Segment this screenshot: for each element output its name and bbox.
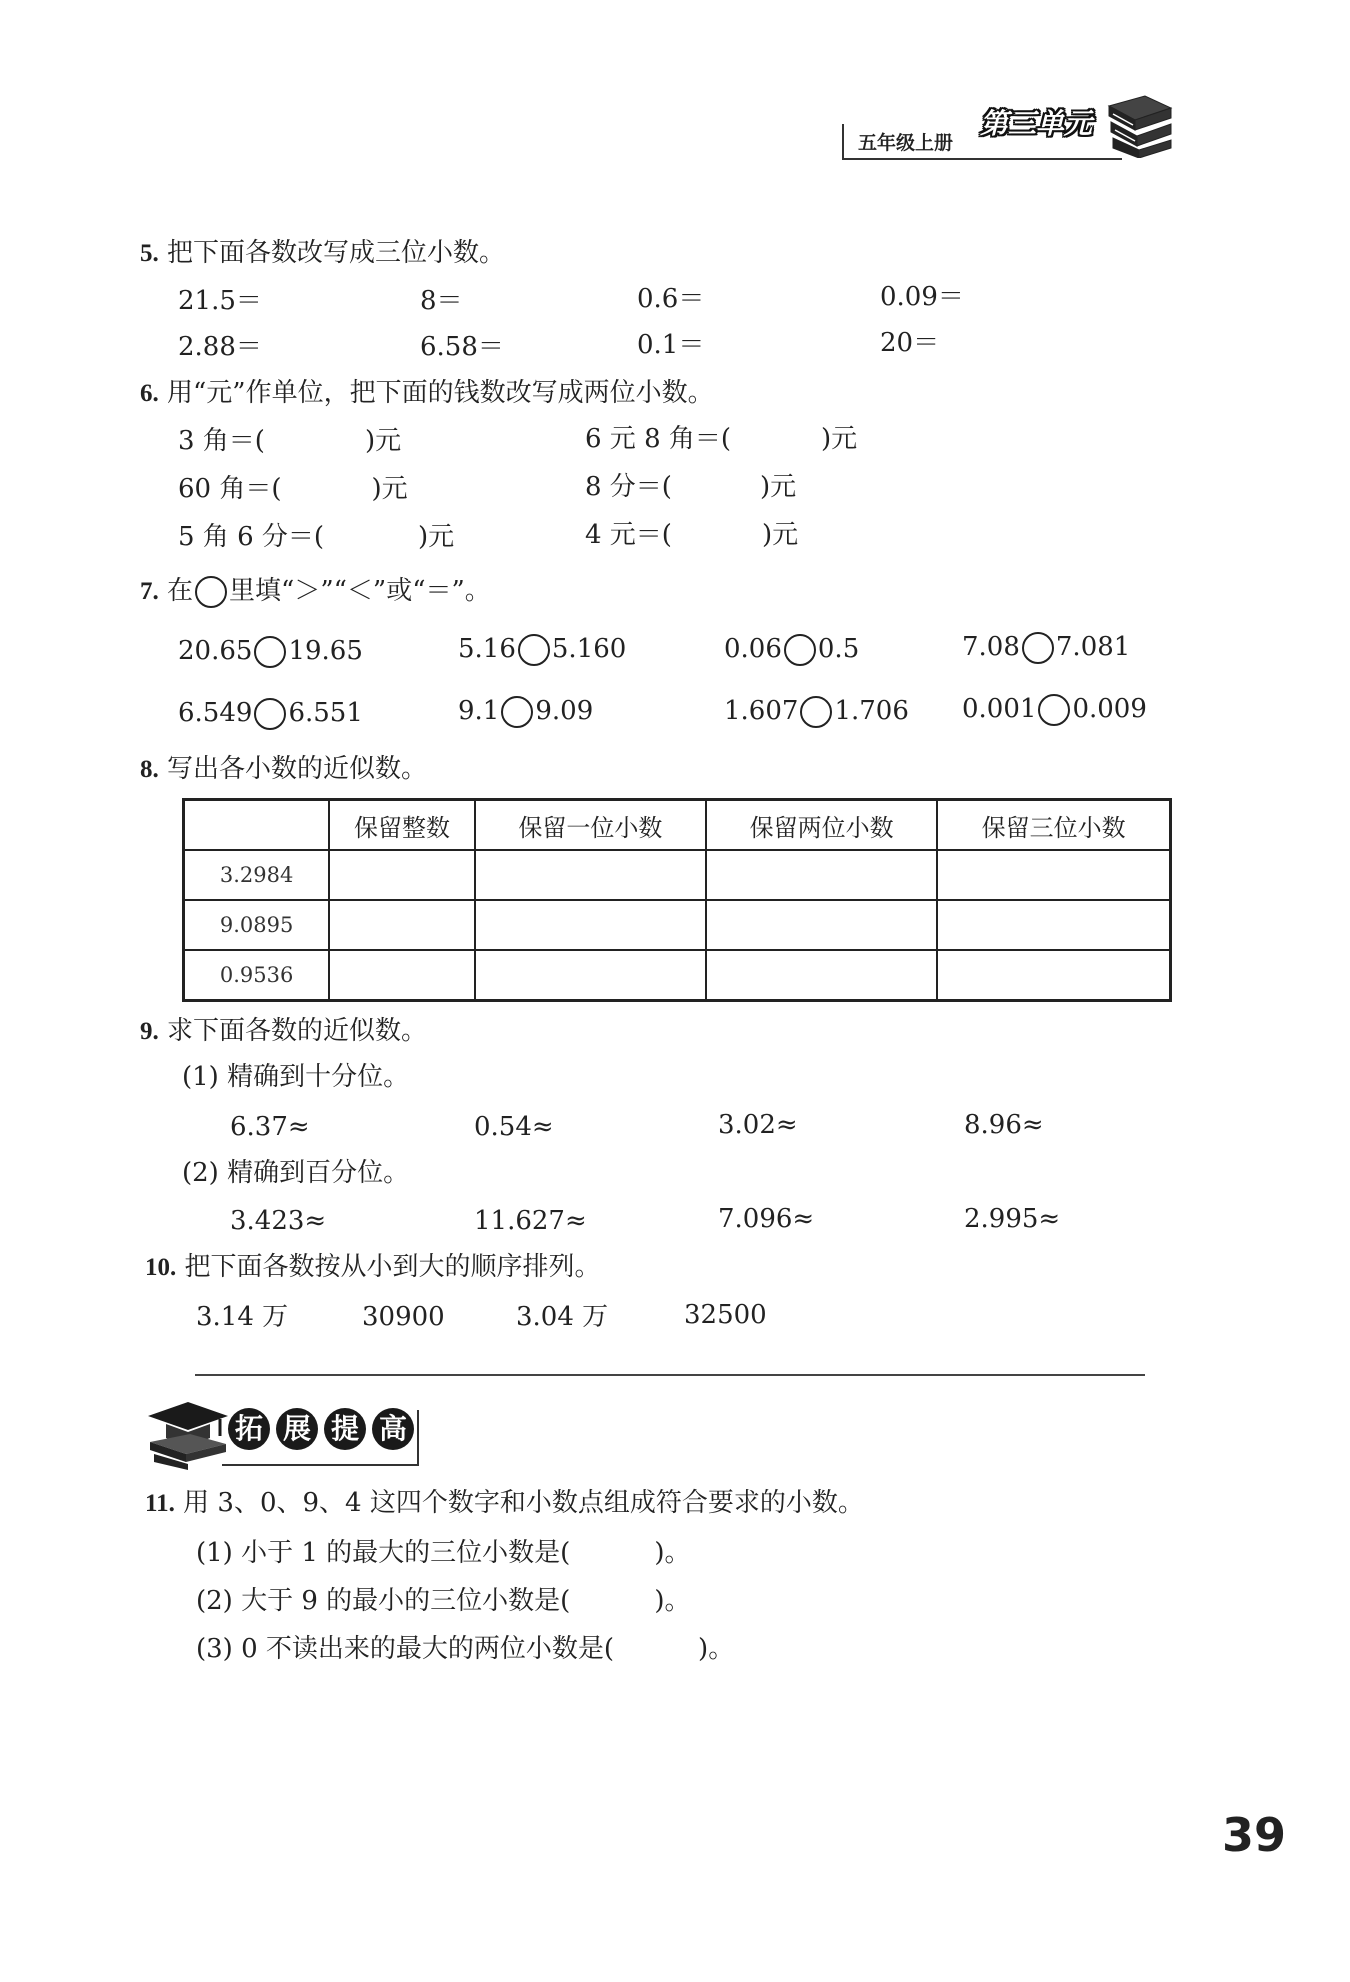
approximation-table bbox=[182, 798, 1172, 1002]
q10-value: 32500 bbox=[684, 1300, 767, 1330]
q7-item: 20.65 19.65 bbox=[178, 636, 363, 666]
answer-cell[interactable] bbox=[329, 900, 475, 950]
compare-circle[interactable] bbox=[254, 698, 286, 730]
table-row-label: 9.0895 bbox=[184, 900, 330, 950]
answer-cell[interactable] bbox=[329, 850, 475, 900]
q8-number: 8. bbox=[140, 756, 159, 783]
graduation-cap-books-icon bbox=[140, 1398, 232, 1470]
answer-cell[interactable] bbox=[937, 900, 1170, 950]
q7-item: 7.08 7.081 bbox=[962, 632, 1131, 662]
answer-cell[interactable] bbox=[937, 950, 1170, 1001]
q9-part1-label: (1) 精确到十分位。 bbox=[182, 1062, 410, 1092]
q9-item: 7.096≈ bbox=[718, 1204, 815, 1234]
answer-cell[interactable] bbox=[475, 850, 706, 900]
q5-item: 8＝ bbox=[420, 286, 463, 316]
section-char: 展 bbox=[276, 1408, 318, 1450]
section-char: 高 bbox=[372, 1408, 414, 1450]
q5-item: 21.5＝ bbox=[178, 286, 262, 316]
table-header-row bbox=[184, 800, 1171, 851]
answer-cell[interactable] bbox=[937, 850, 1170, 900]
q9-item: 6.37≈ bbox=[230, 1112, 310, 1142]
q7-item: 0.001 0.009 bbox=[962, 694, 1147, 724]
table-header-cell: 保留两位小数 bbox=[706, 800, 937, 851]
q9-heading bbox=[140, 1016, 427, 1047]
q10-value: 3.04 万 bbox=[516, 1302, 609, 1332]
compare-circle[interactable] bbox=[518, 634, 550, 666]
q5-number: 5. bbox=[140, 240, 159, 267]
table-row bbox=[184, 850, 1171, 900]
q11-item: (1) 小于 1 的最大的三位小数是( )。 bbox=[196, 1538, 691, 1568]
q5-item: 6.58＝ bbox=[420, 332, 504, 362]
unit-label: 第三单元 bbox=[980, 107, 1093, 140]
q7-item: 6.549 6.551 bbox=[178, 698, 363, 728]
answer-cell[interactable] bbox=[329, 950, 475, 1001]
q7-item: 9.1 9.09 bbox=[458, 696, 594, 726]
q9-item: 3.02≈ bbox=[718, 1110, 798, 1140]
q6-item: 6 元 8 角＝( )元 bbox=[585, 424, 858, 454]
q9-item: 3.423≈ bbox=[230, 1206, 327, 1236]
q10-value: 3.14 万 bbox=[196, 1302, 289, 1332]
q6-item: 60 角＝( )元 bbox=[178, 474, 408, 504]
q7-item: 1.607 1.706 bbox=[724, 696, 909, 726]
q7-item: 5.16 5.160 bbox=[458, 634, 627, 664]
page-number: 39 bbox=[1222, 1808, 1287, 1862]
q9-item: 2.995≈ bbox=[964, 1204, 1061, 1234]
q6-number: 6. bbox=[140, 380, 159, 407]
compare-circle[interactable] bbox=[254, 636, 286, 668]
q5-item: 0.6＝ bbox=[637, 284, 705, 314]
q9-item: 0.54≈ bbox=[474, 1112, 554, 1142]
section-char: 提 bbox=[324, 1408, 366, 1450]
q11-item: (3) 0 不读出来的最大的两位小数是( )。 bbox=[196, 1634, 735, 1664]
q6-item: 4 元＝( )元 bbox=[585, 520, 799, 550]
answer-cell[interactable] bbox=[475, 900, 706, 950]
q9-text: 求下面各数的近似数。 bbox=[167, 1016, 428, 1046]
header-frame-bottom bbox=[842, 158, 1122, 160]
table-row bbox=[184, 900, 1171, 950]
circle-icon bbox=[195, 576, 227, 608]
q7-item: 0.06 0.5 bbox=[724, 634, 860, 664]
answer-cell[interactable] bbox=[706, 850, 937, 900]
q7-number: 7. bbox=[140, 578, 159, 605]
q9-item: 8.96≈ bbox=[964, 1110, 1044, 1140]
q9-item: 11.627≈ bbox=[474, 1206, 587, 1236]
table-row-label: 0.9536 bbox=[184, 950, 330, 1001]
compare-circle[interactable] bbox=[501, 696, 533, 728]
q10-number: 10. bbox=[145, 1254, 177, 1281]
q6-item: 8 分＝( )元 bbox=[585, 472, 797, 502]
q6-heading bbox=[140, 378, 714, 409]
q9-number: 9. bbox=[140, 1018, 159, 1045]
section-title bbox=[228, 1408, 420, 1450]
q6-item: 5 角 6 分＝( )元 bbox=[178, 522, 455, 552]
table-row-label: 3.2984 bbox=[184, 850, 330, 900]
compare-circle[interactable] bbox=[800, 696, 832, 728]
header-frame-left bbox=[842, 124, 844, 160]
q11-text: 用 3、0、9、4 这四个数字和小数点组成符合要求的小数。 bbox=[183, 1488, 864, 1518]
answer-cell[interactable] bbox=[706, 950, 937, 1001]
table-header-cell: 保留三位小数 bbox=[937, 800, 1170, 851]
q5-item: 0.09＝ bbox=[880, 282, 964, 312]
answer-cell[interactable] bbox=[706, 900, 937, 950]
section-char: 拓 bbox=[228, 1408, 270, 1450]
q11-heading bbox=[145, 1488, 864, 1519]
q6-item: 3 角＝( )元 bbox=[178, 426, 402, 456]
answer-cell[interactable] bbox=[475, 950, 706, 1001]
compare-circle[interactable] bbox=[784, 634, 816, 666]
q8-text: 写出各小数的近似数。 bbox=[167, 754, 428, 784]
table-row bbox=[184, 950, 1171, 1001]
q10-heading bbox=[145, 1252, 601, 1283]
q5-heading bbox=[140, 238, 505, 269]
table-header-cell: 保留一位小数 bbox=[475, 800, 706, 851]
grade-label: 五年级上册 bbox=[858, 132, 954, 154]
q5-item: 20＝ bbox=[880, 328, 940, 358]
section-divider bbox=[195, 1374, 1145, 1376]
q5-item: 2.88＝ bbox=[178, 332, 262, 362]
q6-text: 用“元”作单位，把下面的钱数改写成两位小数。 bbox=[167, 378, 714, 408]
q5-item: 0.1＝ bbox=[637, 330, 705, 360]
table-header-cell: 保留整数 bbox=[329, 800, 475, 851]
q11-number: 11. bbox=[145, 1490, 175, 1517]
q7-heading: 7. 在 里填“＞”“＜”或“＝”。 bbox=[140, 576, 491, 606]
q10-value: 30900 bbox=[362, 1302, 445, 1332]
compare-circle[interactable] bbox=[1022, 632, 1054, 664]
compare-circle[interactable] bbox=[1038, 694, 1070, 726]
q11-item: (2) 大于 9 的最小的三位小数是( )。 bbox=[196, 1586, 691, 1616]
q9-part2-label: (2) 精确到百分位。 bbox=[182, 1158, 410, 1188]
q8-heading bbox=[140, 754, 427, 785]
books-stack-icon bbox=[1105, 92, 1175, 158]
table-header-cell bbox=[184, 800, 330, 851]
q5-text: 把下面各数改写成三位小数。 bbox=[167, 238, 506, 268]
q10-text: 把下面各数按从小到大的顺序排列。 bbox=[184, 1252, 601, 1282]
